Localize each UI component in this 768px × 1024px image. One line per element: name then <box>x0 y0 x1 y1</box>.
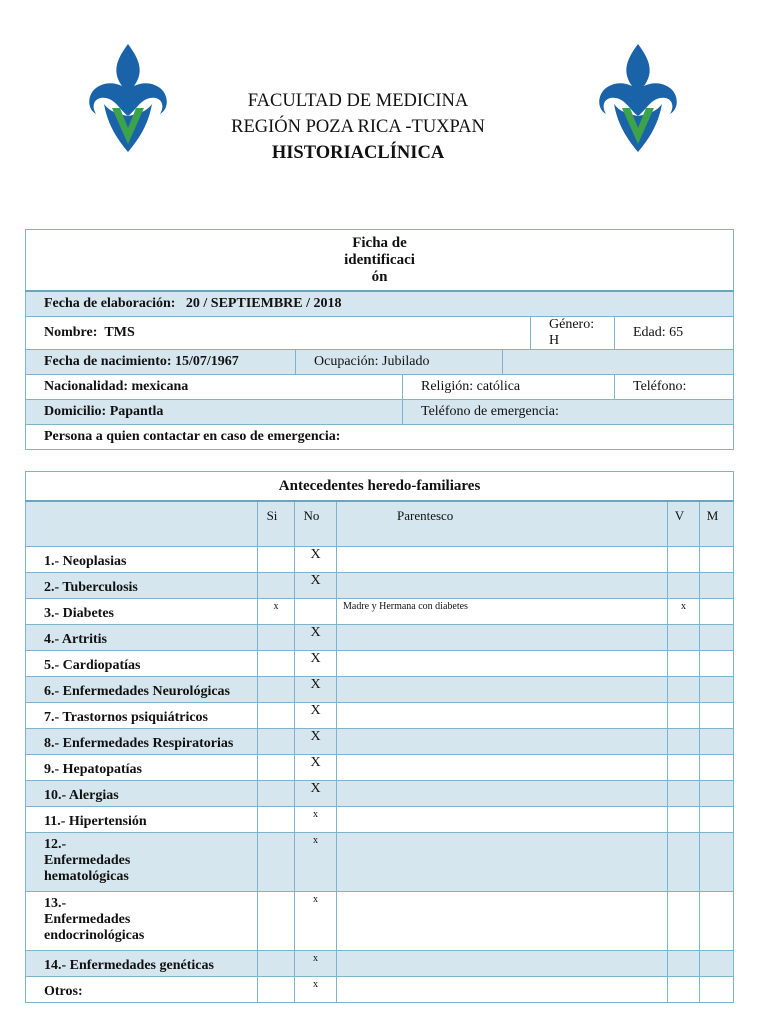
si-cell: x <box>258 599 295 625</box>
row-label: 5.- Cardiopatías <box>26 651 258 677</box>
ficha-title: Ficha de identificaci ón <box>26 230 734 292</box>
parentesco-cell <box>337 651 668 677</box>
table-row <box>26 951 734 977</box>
table-row <box>26 977 734 1003</box>
col-v: V <box>668 501 700 547</box>
m-cell <box>700 807 734 833</box>
row-label: 10.- Alergias <box>26 781 258 807</box>
no-cell: X <box>295 547 337 573</box>
antecedentes-title: Antecedentes heredo-familiares <box>26 472 734 502</box>
si-cell <box>258 573 295 599</box>
no-cell: X <box>295 729 337 755</box>
religion-field: Religión: católica <box>403 375 615 400</box>
m-cell <box>700 833 734 892</box>
telefono-emergencia-field: Teléfono de emergencia: <box>403 400 734 425</box>
m-cell <box>700 599 734 625</box>
nombre-field: Nombre: TMS <box>26 317 531 350</box>
v-cell <box>668 807 700 833</box>
v-cell <box>668 755 700 781</box>
row-label: 11.- Hipertensión <box>26 807 258 833</box>
m-cell <box>700 703 734 729</box>
parentesco-cell <box>337 892 668 951</box>
row-label: 12.- Enfermedades hematológicas <box>26 833 258 892</box>
fecha-elaboracion-field: Fecha de elaboración: 20 / SEPTIEMBRE / 2018 <box>26 291 734 317</box>
university-logo-right <box>596 42 680 154</box>
v-cell <box>668 977 700 1003</box>
table-row <box>26 599 734 625</box>
m-cell <box>700 977 734 1003</box>
col-si: Si <box>258 501 295 547</box>
v-cell <box>668 892 700 951</box>
row-label: 13.- Enfermedades endocrinológicas <box>26 892 258 951</box>
no-cell: X <box>295 755 337 781</box>
nacionalidad-field: Nacionalidad: mexicana <box>26 375 403 400</box>
parentesco-cell <box>337 703 668 729</box>
row-label: 7.- Trastornos psiquiátricos <box>26 703 258 729</box>
no-cell: x <box>295 951 337 977</box>
m-cell <box>700 677 734 703</box>
no-cell: X <box>295 677 337 703</box>
no-cell: x <box>295 892 337 951</box>
table-row <box>26 625 734 651</box>
si-cell <box>258 651 295 677</box>
m-cell <box>700 892 734 951</box>
si-cell <box>258 677 295 703</box>
no-cell: X <box>295 781 337 807</box>
row-label: 9.- Hepatopatías <box>26 755 258 781</box>
table-row <box>26 892 734 951</box>
m-cell <box>700 625 734 651</box>
parentesco-cell <box>337 833 668 892</box>
v-cell <box>668 729 700 755</box>
no-cell <box>295 599 337 625</box>
row-label: 3.- Diabetes <box>26 599 258 625</box>
no-cell: x <box>295 807 337 833</box>
row-label: 4.- Artritis <box>26 625 258 651</box>
v-cell: x <box>668 599 700 625</box>
col-m: M <box>700 501 734 547</box>
si-cell <box>258 729 295 755</box>
ocupacion-extra-cell <box>503 350 734 375</box>
v-cell <box>668 703 700 729</box>
row-label: 8.- Enfermedades Respiratorias <box>26 729 258 755</box>
parentesco-cell <box>337 951 668 977</box>
parentesco-cell <box>337 977 668 1003</box>
m-cell <box>700 547 734 573</box>
col-empty <box>26 501 258 547</box>
v-cell <box>668 573 700 599</box>
parentesco-cell <box>337 755 668 781</box>
v-cell <box>668 625 700 651</box>
si-cell <box>258 807 295 833</box>
si-cell <box>258 781 295 807</box>
parentesco-cell: Madre y Hermana con diabetes <box>337 599 668 625</box>
parentesco-cell <box>337 573 668 599</box>
row-label: 6.- Enfermedades Neurológicas <box>26 677 258 703</box>
table-row <box>26 807 734 833</box>
v-cell <box>668 677 700 703</box>
m-cell <box>700 573 734 599</box>
v-cell <box>668 651 700 677</box>
table-row <box>26 547 734 573</box>
parentesco-cell <box>337 547 668 573</box>
si-cell <box>258 547 295 573</box>
ocupacion-field: Ocupación: Jubilado <box>296 350 503 375</box>
table-row <box>26 781 734 807</box>
table-row <box>26 729 734 755</box>
university-logo-left <box>86 42 170 154</box>
si-cell <box>258 977 295 1003</box>
row-label: 1.- Neoplasias <box>26 547 258 573</box>
si-cell <box>258 755 295 781</box>
si-cell <box>258 625 295 651</box>
table-row <box>26 703 734 729</box>
table-row <box>26 677 734 703</box>
v-cell <box>668 781 700 807</box>
v-cell <box>668 547 700 573</box>
row-label: Otros: <box>26 977 258 1003</box>
no-cell: x <box>295 833 337 892</box>
contacto-emergencia-field: Persona a quien contactar en caso de emergencia: <box>26 425 734 450</box>
m-cell <box>700 781 734 807</box>
si-cell <box>258 892 295 951</box>
table-row <box>26 651 734 677</box>
v-cell <box>668 833 700 892</box>
col-parentesco: Parentesco <box>337 501 668 547</box>
si-cell <box>258 951 295 977</box>
col-no: No <box>295 501 337 547</box>
row-label: 14.- Enfermedades genéticas <box>26 951 258 977</box>
table-row <box>26 833 734 892</box>
parentesco-cell <box>337 625 668 651</box>
m-cell <box>700 755 734 781</box>
telefono-field: Teléfono: <box>615 375 734 400</box>
si-cell <box>258 833 295 892</box>
table-row <box>26 755 734 781</box>
domicilio-field: Domicilio: Papantla <box>26 400 403 425</box>
parentesco-cell <box>337 729 668 755</box>
genero-field: Género: H <box>531 317 615 350</box>
no-cell: X <box>295 573 337 599</box>
parentesco-cell <box>337 781 668 807</box>
no-cell: X <box>295 625 337 651</box>
m-cell <box>700 651 734 677</box>
parentesco-cell <box>337 677 668 703</box>
faculty-name: FACULTAD DE MEDICINA <box>247 91 469 111</box>
identification-table <box>25 229 734 450</box>
document-title: HISTORIACLÍNICA <box>271 143 445 163</box>
family-history-table <box>25 471 734 1003</box>
document-header <box>200 88 516 166</box>
v-cell <box>668 951 700 977</box>
region-name: REGIÓN POZA RICA -TUXPAN <box>231 117 485 137</box>
fecha-nacimiento-field: Fecha de nacimiento: 15/07/1967 <box>26 350 296 375</box>
edad-field: Edad: 65 <box>615 317 734 350</box>
table-row <box>26 573 734 599</box>
row-label: 2.- Tuberculosis <box>26 573 258 599</box>
no-cell: x <box>295 977 337 1003</box>
si-cell <box>258 703 295 729</box>
no-cell: X <box>295 651 337 677</box>
m-cell <box>700 951 734 977</box>
parentesco-cell <box>337 807 668 833</box>
no-cell: X <box>295 703 337 729</box>
m-cell <box>700 729 734 755</box>
